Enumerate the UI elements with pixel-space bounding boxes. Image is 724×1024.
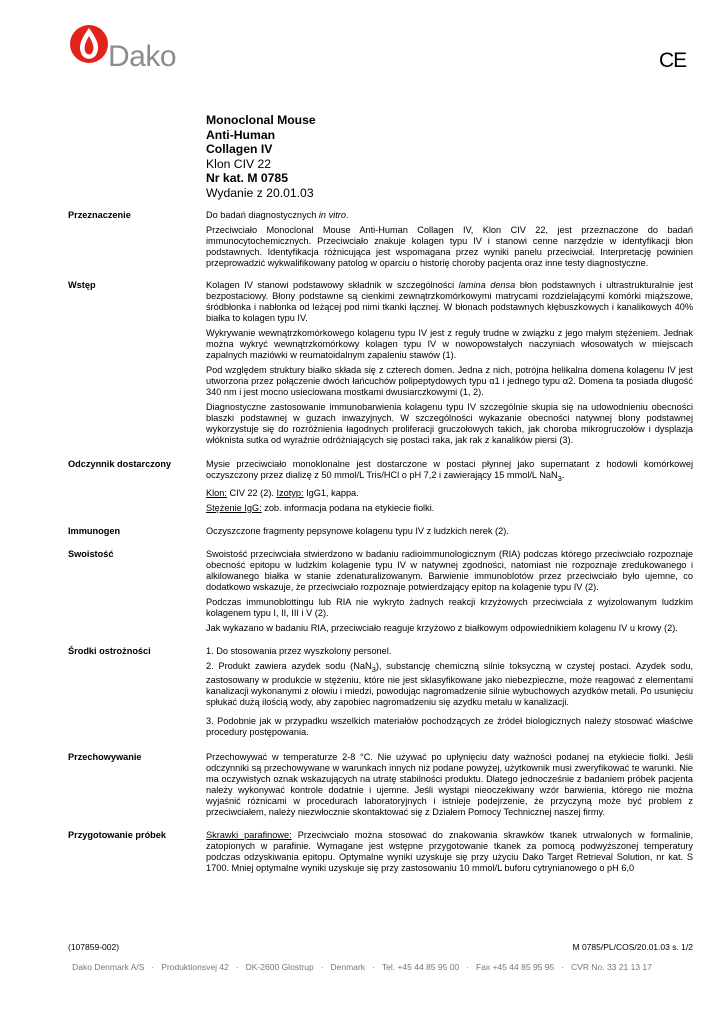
paragraph (206, 280, 693, 324)
paragraph: Podczas immunoblottingu lub RIA nie wykryto żadnych reakcji krzyżowych przeciwciała z wyizolowanym ludzkim kolagenem typu I, II, III i V (2). (206, 596, 693, 618)
stezenie-value: zob. informacja podana na etykiecie fiolki. (261, 502, 435, 513)
separator: · (466, 962, 469, 972)
separator: · (151, 962, 155, 972)
separator: · (235, 962, 239, 972)
text: Mysie przeciwciało monoklonalne jest dostarczone w postaci płynnej jako supernatant z hodowli komórkowej oczyszczony przez dializę z 50 mmol/L Tris/HCl o pH 7,2 i zawierający 15 mmol/L NaN (206, 459, 693, 480)
product-line-2: Anti-Human (206, 127, 276, 142)
paragraph: Diagnostyczne zastosowanie immunobarwienia kolagenu typu IV szczególnie skupia się na udowodnieniu obecności blaszki podstawnej w guzach inwazyjnych. W szczególności wykazanie obecności natywnej błony podstawnej wykorzystuje się do rozróżnienia łagodnych proliferacji gruczołowych takich, jak choroba mikrogruczołów i dysplazja włóknista sutka od wyraźnie odróżniających się postaci raka, jak rak z kanalików piersi (3). (206, 402, 693, 445)
text: Przeciwciało można stosować do znakowania skrawków tkanek utrwalonych w formalinie, zatopionych w parafinie. Wymagane jest wstępne przygotowanie tkanek za pomocą podwyższonej temperatury podczas odzyskiwania epitopu. Optymalne wyniki uzyskuje się przy użyciu Dako Target Retrieval Solution, nr kat. S 1700. Mniej optymalne wyniki uzyskuje się przy zastosowaniu 10 mmol/L buforu cytrynianowego o pH 6,0 (206, 829, 693, 873)
text: błon podstawnych i ultrastrukturalnie jest bezpostaciowy. Błony podstawne są cienkimi zewnątrzkomórkowymi matrycami rozdzielającymi komórki miąższowe, śródbłonka i nabłonka od leżącej pod nimi tkanki łącznej. W błonach podstawnych kłębuszkowych i kanalikowych 40% białka to kolagen typu IV. (206, 280, 694, 323)
product-line-1: Monoclonal Mouse (206, 113, 316, 127)
section-content (206, 549, 693, 634)
subscript: 3 (371, 664, 376, 674)
section-przeznaczenie (68, 210, 693, 269)
subscript: 3 (557, 473, 562, 483)
text: ), substancję chemiczną silnie toksyczną w czystej postaci. Azydek sodu, zastosowany w produkcie w stężeniu, które nie jest sklasyfikowane jako niebezpieczne, może reagować z elementami kanalizacji wykonanymi z ołowiu i miedzi, powodując nagromadzenie silnie wybuchowych azydków metali. Po usunięciu spłukać dużą ilością wody, aby zapobiec nagromadzeniu się azydku metalu w kanalizacji. (206, 660, 694, 707)
section-content (206, 280, 693, 446)
paragraph (206, 210, 693, 221)
product-title-block (206, 113, 606, 200)
klon-label: Klon: (206, 487, 227, 498)
klon-value: CIV 22 (2). (226, 487, 277, 498)
section-wstep (68, 280, 693, 446)
izotyp-value: IgG1, kappa. (303, 487, 359, 498)
section-content (206, 526, 693, 537)
section-przechowywanie (68, 752, 693, 818)
paragraph: Oczyszczone fragmenty pepsynowe kolagenu typu IV z ludzkich nerek (2). (206, 525, 509, 536)
paragraph: Pod względem struktury białko składa się z czterech domen. Jedna z nich, potrójna helikalna domena kolagenu IV jest utworzona przez połączenie dwóch łańcuchów polipeptydowych typu α1 i jednego typu α2. Domena ta posiada długość 340 nm i jest mocno usieciowana mostkami dwusiarczkowymi (1, 2). (206, 365, 693, 397)
dako-logo-mark-icon (70, 25, 108, 63)
product-clone: Klon CIV 22 (206, 156, 272, 171)
company-street: Produktionsvej 42 (161, 962, 229, 972)
document-body (68, 210, 693, 874)
section-odczynnik (68, 459, 693, 514)
section-swoistosc (68, 549, 693, 634)
text: . (345, 210, 349, 220)
section-label: Przechowywanie (68, 751, 142, 762)
separator: · (372, 962, 375, 972)
section-srodki (68, 646, 693, 738)
paragraph: Przeciwciało Monoclonal Mouse Anti-Human Collagen IV, Klon CIV 22, jest przeznaczone do badań immunocytochemicznych. Przeciwciało znakuje kolagen typu IV i stanowi cenne narzędzie w identyfikacji błon podstawnych. Identyfikacja różnicująca jest wspomagana przez wyniki panelu przeciwciał. Interpretację powinien przeprowadzić wykwalifikowany patolog w oparciu o historię choroby pacjenta oraz inne testy diagnostyczne. (206, 225, 693, 268)
section-content (206, 459, 693, 514)
company-name: Dako Denmark A/S (72, 962, 145, 972)
section-label: Wstęp (68, 280, 96, 290)
section-label: Odczynnik dostarczony (68, 459, 172, 469)
paragraph (206, 459, 693, 484)
paragraph (206, 830, 693, 874)
section-immunogen (68, 526, 693, 537)
company-country: Denmark (330, 962, 366, 972)
paragraph: 1. Do stosowania przez wyszkolony personel. (206, 645, 392, 656)
text-italic: lamina densa (458, 280, 516, 290)
section-content (206, 830, 693, 874)
paragraph: Swoistość przeciwciała stwierdzono w badaniu radioimmunologicznym (RIA) podczas którego przeciwciało rozpoznaje obecność epitopu w ludzkim kolagenie typu IV w natywnej zgodności, natomiast nie rozpoznaje zredukowanego i alkilowanego białka w stanie zdenaturalizowanym. Barwienie immunoblotów przez przeciwciało było ujemne, co dodatkowo wskazuje, że przeciwciało rozpoznaje potwierdzający epitop na kolagenie typu IV (2). (206, 548, 693, 592)
paragraph (206, 503, 693, 514)
brand-name: Dako (108, 40, 177, 73)
product-line-3: Collagen IV (206, 142, 273, 156)
separator: · (561, 962, 565, 972)
section-label: Środki ostrożności (68, 645, 151, 656)
company-city: DK-2600 Glostrup (245, 962, 314, 972)
doc-number: (107859-002) (68, 942, 120, 952)
paragraph: Jak wykazano w badaniu RIA, przeciwciało reaguje krzyżowo z białkowym odpowiednikiem kolagenu IV u krowy (2). (206, 622, 678, 633)
company-cvr: CVR No. 33 21 13 17 (571, 962, 652, 972)
section-label: Swoistość (68, 548, 114, 559)
paragraph (206, 661, 693, 708)
paraffin-label: Skrawki parafinowe: (206, 829, 292, 840)
ce-mark: CE (659, 49, 687, 72)
section-label: Przeznaczenie (68, 210, 131, 220)
section-label: Przygotowanie próbek (68, 829, 167, 840)
text: 2. Produkt zawiera azydek sodu (NaN (206, 660, 372, 671)
separator: · (320, 962, 324, 972)
section-content (206, 752, 693, 818)
text: Do badań diagnostycznych (206, 210, 319, 220)
text-italic: in vitro (318, 210, 346, 220)
izotyp-label: Izotyp: (276, 487, 304, 498)
company-fax: Fax +45 44 85 95 95 (476, 962, 555, 972)
company-tel: Tel. +45 44 85 95 00 (381, 962, 460, 972)
company-footer (0, 962, 724, 972)
paragraph: 3. Podobnie jak w przypadku wszelkich materiałów pochodzących ze źródeł biologicznych należy stosować właściwe procedury postępowania. (206, 715, 693, 737)
stezenie-label: Stężenie IgG: (206, 502, 262, 513)
paragraph (206, 488, 693, 499)
section-content (206, 646, 693, 738)
page-reference: M 0785/PL/COS/20.01.03 s. 1/2 (572, 942, 693, 952)
section-label: Immunogen (68, 525, 121, 536)
text: . (561, 470, 565, 480)
product-catalog-number: Nr kat. M 0785 (206, 171, 288, 185)
product-edition: Wydanie z 20.01.03 (206, 185, 314, 200)
paragraph: Przechowywać w temperaturze 2-8 °C. Nie używać po upłynięciu daty ważności podanej na etykiecie fiolki. Jeśli odczynniki są przechowywane w warunkach innych niż podane powyżej, użytkownik musi zweryfikować te warunki. Nie ma oczywistych oznak wskazujących na utratę stabilności produktu. Dlatego jednocześnie z badaniem próbek pacjenta należy wykonywać kontrole dodatnie i ujemne. Jeśli wystąpi nieoczekiwany wzór barwienia, którego nie można wyjaśnić różnicami w procedurach laboratoryjnych i istnieje podejrzenie, że przyczyną może być problem z przeciwciałem, należy niezwłocznie skontaktować się z Działem Pomocy Technicznej naszej firmy. (206, 751, 693, 817)
paragraph: Wykrywanie wewnątrzkomórkowego kolagenu typu IV jest z reguły trudne w związku z jego małym stężeniem. Jednak można wykryć wewnątrzkomórkowy kolagen typu IV w nowopowstałych naczyniach włosowatych w miejscach zapalnych maziówki w reumatoidalnym zapaleniu stawów (1). (206, 328, 693, 360)
section-przygotowanie (68, 830, 693, 874)
text: Kolagen IV stanowi podstawowy składnik w szczególności (206, 280, 459, 290)
section-content (206, 210, 693, 269)
